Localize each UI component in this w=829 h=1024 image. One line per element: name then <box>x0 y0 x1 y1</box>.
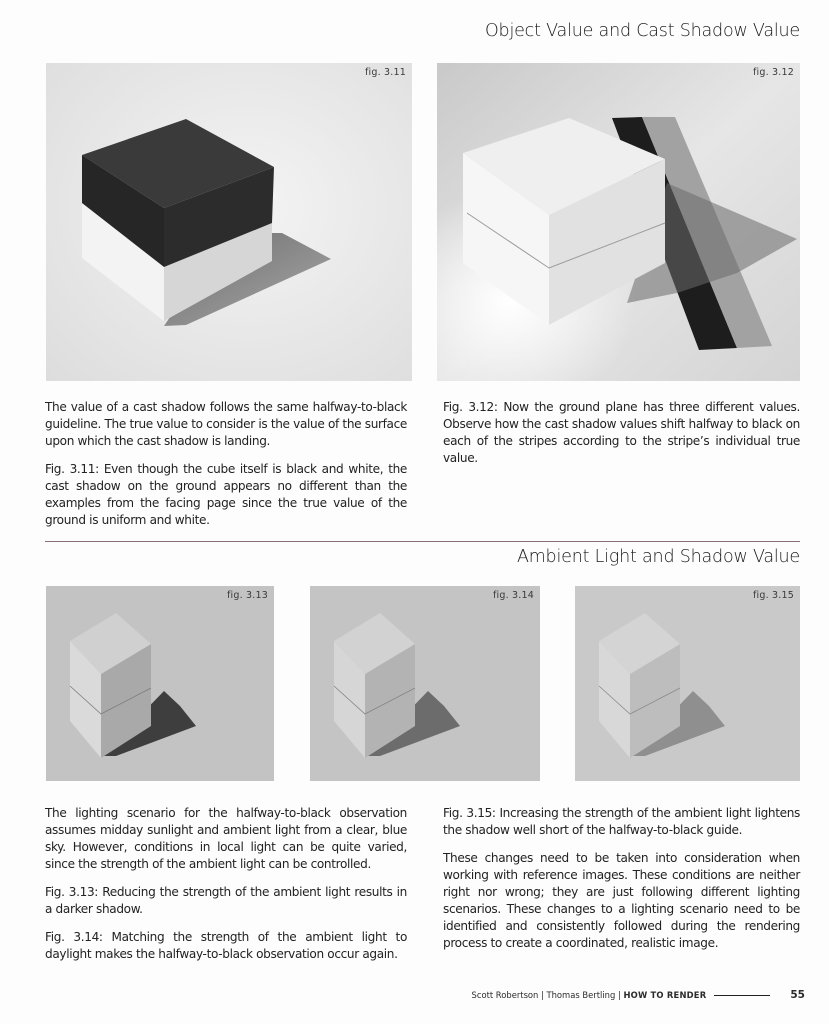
text-column-bottom-left <box>45 805 407 974</box>
figure-label: fig. 3.13 <box>226 590 268 601</box>
figure-3-14-photo <box>310 586 540 781</box>
section-divider <box>45 541 800 542</box>
page-number: 55 <box>790 989 805 1001</box>
figure-3-15-photo <box>575 586 800 781</box>
figure-3-11-photo <box>46 63 412 381</box>
text-column-top-left <box>45 399 407 540</box>
caption-fig-3-12: Fig. 3.12: Now the ground plane has three different values. Observe how the cast shadow values shift halfway to black on each of the stripes according to the stripe’s individual true value. <box>443 400 800 465</box>
footer-rule <box>714 995 770 996</box>
footer-authors: Scott Robertson | Thomas Bertling | <box>471 990 621 1000</box>
page-footer <box>472 989 805 1001</box>
paragraph: The lighting scenario for the halfway-to-black observation assumes midday sunlight and ambient light from a clear, blue sky. However, conditions in local light can be quite varied, since the strength of the ambient light can be controlled. <box>45 806 407 871</box>
figure-label: fig. 3.11 <box>364 67 406 78</box>
figure-label: fig. 3.14 <box>492 590 534 601</box>
figure-label: fig. 3.15 <box>752 590 794 601</box>
caption-fig-3-11: Fig. 3.11: Even though the cube itself is black and white, the cast shadow on the ground appears no different than the examples from the facing page since the true value of the ground is uniform and white. <box>45 462 407 527</box>
figure-3-13-photo <box>46 586 274 781</box>
paragraph: These changes need to be taken into consideration when working with reference images. These conditions are neither right nor wrong; they are just following different lighting scenarios. These changes to a lighting scenario need to be identified and consistently followed during the rendering process to create a coordinated, realistic image. <box>443 851 800 950</box>
section-title-object-value: Object Value and Cast Shadow Value <box>484 21 800 41</box>
section-title-ambient-light: Ambient Light and Shadow Value <box>516 547 800 567</box>
figure-label: fig. 3.12 <box>752 67 794 78</box>
figure-3-12-photo <box>437 63 800 381</box>
caption-fig-3-14: Fig. 3.14: Matching the strength of the ambient light to daylight makes the halfway-to-black observation occur again. <box>45 930 407 961</box>
caption-fig-3-15: Fig. 3.15: Increasing the strength of the ambient light lightens the shadow well short of the halfway-to-black guide. <box>443 806 800 837</box>
text-column-top-right <box>443 399 800 478</box>
text-column-bottom-right <box>443 805 800 963</box>
paragraph: The value of a cast shadow follows the same halfway-to-black guideline. The true value to consider is the value of the surface upon which the cast shadow is landing. <box>45 400 407 448</box>
caption-fig-3-13: Fig. 3.13: Reducing the strength of the ambient light results in a darker shadow. <box>45 885 407 916</box>
footer-book-title: HOW TO RENDER <box>623 990 707 1000</box>
